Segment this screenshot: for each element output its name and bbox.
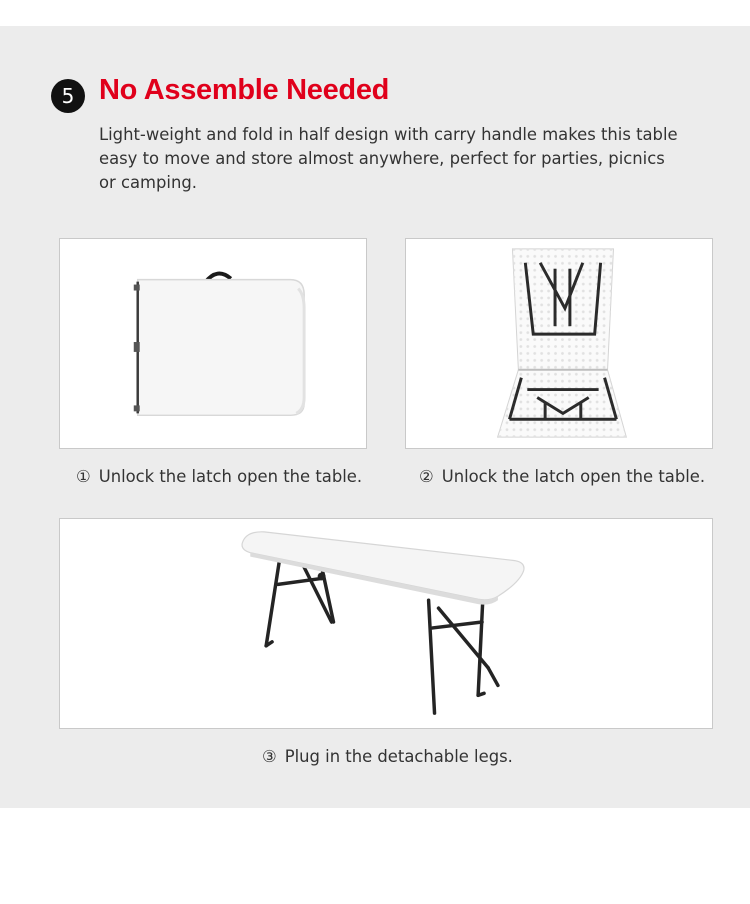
folded-table-illustration	[60, 239, 366, 448]
step-1-text: Unlock the latch open the table.	[98, 467, 363, 486]
folded-table-photo	[59, 238, 367, 449]
unfolded-table-underside-photo	[405, 238, 713, 449]
step-2-text: Unlock the latch open the table.	[441, 467, 706, 486]
step-3-text: Plug in the detachable legs.	[284, 747, 513, 766]
folded-table-top	[138, 280, 304, 416]
latch-middle	[134, 342, 140, 352]
step-number-badge: 5	[51, 79, 85, 113]
step-1-number: ①	[76, 467, 91, 486]
latch-bottom	[134, 405, 140, 411]
section-description: Light-weight and fold in half design with carry handle makes this table easy to move and store almost anywhere, perfect for parties, picnics or camping.	[99, 125, 678, 192]
latch-top	[134, 285, 140, 291]
step-3-number: ③	[262, 747, 277, 766]
unfolded-table-illustration	[406, 239, 712, 448]
step-2-number: ②	[419, 467, 434, 486]
standing-table-photo	[59, 518, 713, 729]
table-top	[242, 532, 524, 600]
latch	[318, 572, 326, 580]
table-texture-front	[498, 370, 627, 437]
section-heading: No Assemble Needed	[99, 74, 390, 106]
step-2-caption	[419, 466, 705, 488]
step-3-caption	[262, 746, 513, 768]
table-texture-back	[512, 249, 613, 370]
standing-table-illustration	[60, 519, 712, 728]
step-1-caption	[76, 466, 362, 488]
